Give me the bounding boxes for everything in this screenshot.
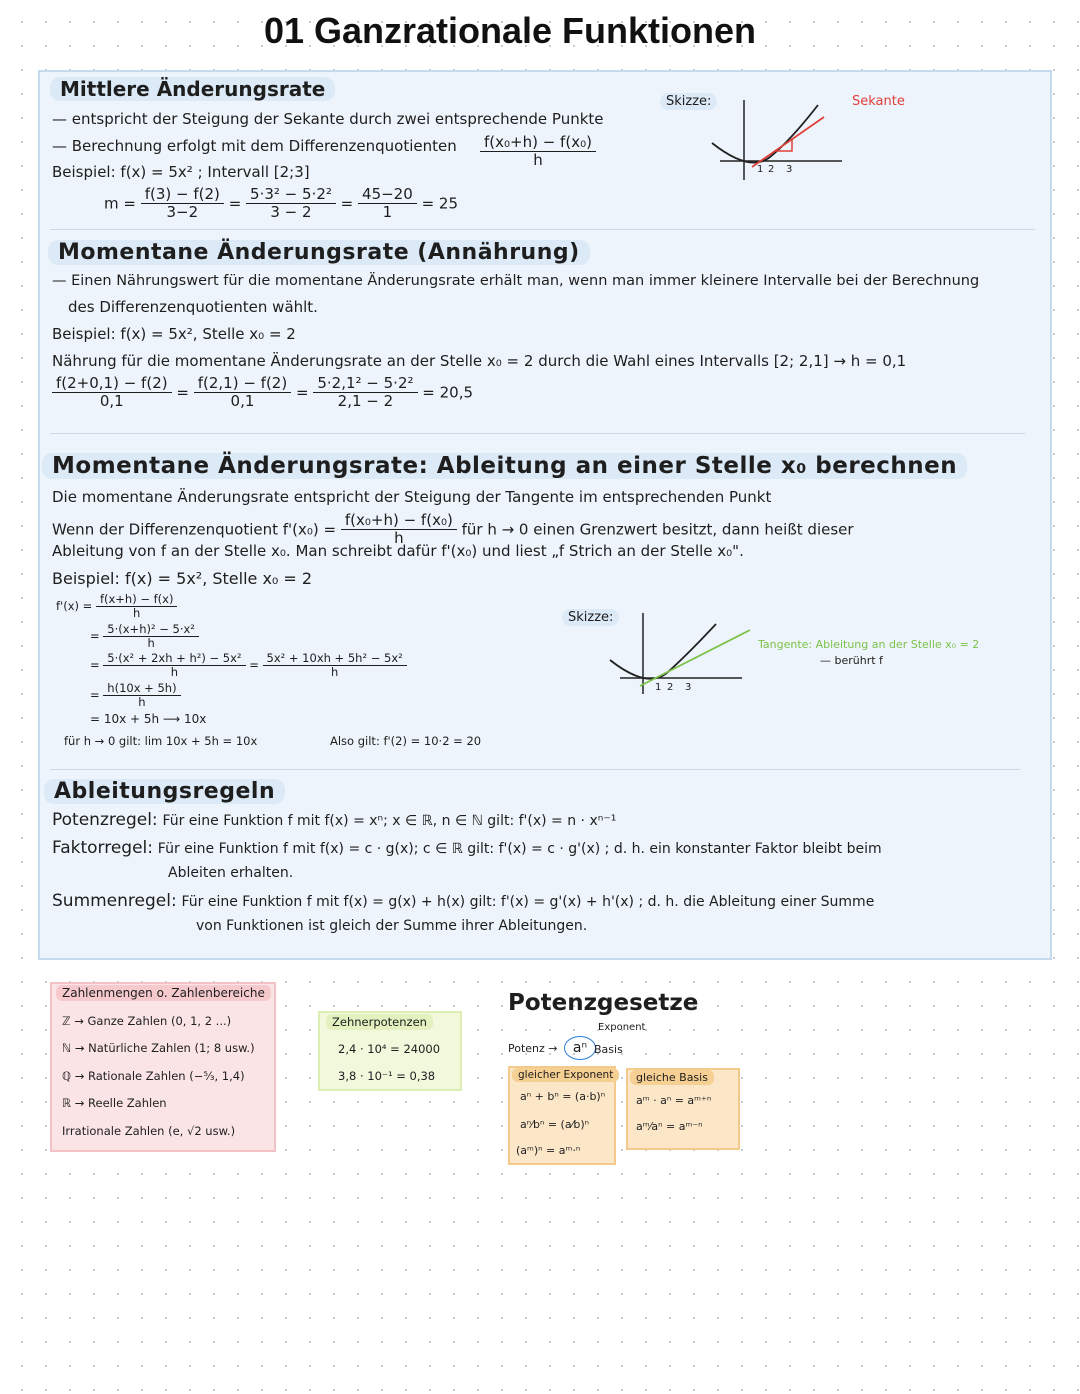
potenzgesetz-item: aⁿ + bⁿ = (a·b)ⁿ — [520, 1090, 606, 1103]
potenzregel-text: Für eine Funktion f mit f(x) = xⁿ; x ∈ ℝ, n ∈ ℕ gilt: f'(x) = n · xⁿ⁻¹ — [162, 813, 617, 829]
potenzgesetze-title: Potenzgesetze — [508, 990, 699, 1016]
heading-momentane-aenderungsrate-annaeherung: Momentane Änderungsrate (Annährung) — [48, 240, 590, 265]
zahlenmengen-title: Zahlenmengen o. Zahlenbereiche — [56, 985, 271, 1001]
power-notation: aⁿ — [564, 1036, 596, 1060]
s3-tick-3: 3 — [685, 682, 692, 693]
tangent-label: Tangente: Ableitung an der Stelle x₀ = 2 — [758, 638, 980, 651]
exponent-label: Exponent — [598, 1022, 646, 1033]
summenregel — [52, 891, 874, 911]
divider — [50, 229, 1035, 230]
potenzregel-label: Potenzregel: — [52, 810, 158, 830]
s2-calculation: $\frac{f(2+0,1) - f(2)}{0,1}$ = $\frac{f(2,1) - f(2)}{0,1}$ = $\frac{\text{5·2,1² − 5·2²}}{2,1 - 2}$ = 20,5 — [52, 375, 473, 411]
page-title: 01 Ganzrationale Funktionen — [263, 10, 757, 51]
s3-line-2: Wenn der Differenzenquotient f'(x₀) = $\frac{\text{f(x₀+h) − f(x₀)}}{h}$ für h → 0 einen Grenzwert besitzt, dann heißt dieser — [52, 511, 854, 548]
derivation-step-3: = $\frac{\text{5·(x² + 2xh + h²) − 5x²}}{h}$ = $\frac{\text{5x² + 10xh + 5h² − 5x²}}{h}$ — [90, 652, 407, 679]
heading-ableitungsregeln: Ableitungsregeln — [44, 779, 285, 804]
potenz-word: Potenz → — [508, 1042, 558, 1055]
faktorregel-text: Für eine Funktion f mit f(x) = c · g(x); c ∈ ℝ gilt: f'(x) = c · g'(x) ; d. h. ein konstanter Faktor bleibt beim — [157, 841, 882, 857]
s2-line-2: des Differenzenquotienten wählt. — [68, 298, 318, 316]
faktorregel-label: Faktorregel: — [52, 838, 154, 858]
s1-tick-2: 2 — [768, 164, 775, 175]
secant-sketch — [700, 95, 850, 185]
s2-example: Beispiel: f(x) = 5x², Stelle x₀ = 2 — [52, 325, 296, 343]
zahlenmenge-item: ℕ → Natürliche Zahlen (1; 8 usw.) — [62, 1041, 255, 1055]
basis-label: Basis — [594, 1043, 623, 1056]
faktorregel-text-2: Ableiten erhalten. — [168, 865, 294, 881]
derivation-step-5: = 10x + 5h ⟶ 10x — [90, 712, 207, 726]
s2-line-1: — Einen Nährungswert für die momentane Änderungsrate erhält man, wenn man immer kleinere Intervalle bei der Berechnung — [52, 273, 980, 289]
zahlenmenge-item: ℚ → Rationale Zahlen (−⁵⁄₃, 1,4) — [62, 1069, 245, 1083]
heading-mittlere-aenderungsrate: Mittlere Änderungsrate — [50, 77, 335, 101]
s3-sketch-label: Skizze: — [562, 610, 619, 625]
gleicher-exponent-title: gleicher Exponent — [512, 1068, 619, 1082]
s3-example: Beispiel: f(x) = 5x², Stelle x₀ = 2 — [52, 569, 313, 588]
secant-line — [752, 117, 824, 167]
function-curve — [610, 624, 716, 679]
s1-tick-3: 3 — [786, 164, 793, 175]
s1-sketch-label: Skizze: — [660, 94, 717, 109]
heading-ableitung-an-einer-stelle: Momentane Änderungsrate: Ableitung an einer Stelle x₀ berechnen — [42, 453, 967, 479]
zehnerpotenz-item: 2,4 · 10⁴ = 24000 — [338, 1042, 441, 1056]
tangent-sublabel: — berührt f — [820, 654, 883, 667]
zahlenmenge-item: Irrationale Zahlen (e, √2 usw.) — [62, 1124, 236, 1138]
faktorregel — [52, 838, 882, 858]
potenzgesetz-item: aᵐ⁄aⁿ = aᵐ⁻ⁿ — [636, 1120, 703, 1133]
s3-tick-1: 1 — [655, 682, 662, 693]
s3-tick-2: 2 — [667, 682, 674, 693]
s1-tick-1: 1 — [757, 164, 764, 175]
s3-line-3: Ableitung von f an der Stelle x₀. Man schreibt dafür f'(x₀) und liest „f Strich an der Stelle x₀". — [52, 542, 744, 560]
s1-calculation: m = $\frac{f(3) - f(2)}{3-2}$ = $\frac{\text{5·3² − 5·2²}}{3 - 2}$ = $\frac{45-20}{1}$ = 25 — [104, 185, 458, 222]
s2-approximation: Nährung für die momentane Änderungsrate an der Stelle x₀ = 2 durch die Wahl eines Intervalls [2; 2,1] → h = 0,1 — [52, 352, 907, 370]
zahlenmenge-item: ℤ → Ganze Zahlen (0, 1, 2 ...) — [62, 1014, 232, 1028]
zehnerpotenz-item: 3,8 · 10⁻¹ = 0,38 — [338, 1069, 436, 1083]
derivation-step-2: = $\frac{\text{5·(x+h)² − 5·x²}}{h}$ — [90, 623, 199, 650]
potenzgesetz-item: aᵐ · aⁿ = aᵐ⁺ⁿ — [636, 1094, 712, 1107]
divider — [50, 769, 1020, 770]
s3-line-1: Die momentane Änderungsrate entspricht der Steigung der Tangente im entsprechenden Punkt — [52, 488, 772, 506]
derivative-result: Also gilt: f'(2) = 10·2 = 20 — [330, 734, 482, 748]
s1-difference-quotient: $\frac{\text{f(x₀+h) − f(x₀)}}{h}$ — [480, 134, 596, 170]
s1-bullet-1: — entspricht der Steigung der Sekante durch zwei entsprechende Punkte — [52, 110, 604, 128]
derivation-step-4: = $\frac{h(10x + 5h)}{h}$ — [90, 682, 181, 709]
summenregel-label: Summenregel: — [52, 891, 177, 911]
potenzgesetz-item: aⁿ⁄bⁿ = (a⁄b)ⁿ — [520, 1118, 590, 1131]
potenzregel — [52, 810, 616, 830]
divider — [50, 433, 1025, 434]
summenregel-text-2: von Funktionen ist gleich der Summe ihrer Ableitungen. — [196, 918, 588, 934]
zahlenmenge-item: ℝ → Reelle Zahlen — [62, 1096, 167, 1110]
s1-example: Beispiel: f(x) = 5x² ; Intervall [2;3] — [52, 163, 310, 181]
function-curve — [712, 105, 818, 163]
secant-label: Sekante — [852, 94, 905, 109]
summenregel-text: Für eine Funktion f mit f(x) = g(x) + h(x) gilt: f'(x) = g'(x) + h'(x) ; d. h. die Ableitung einer Summe — [181, 894, 875, 910]
derivation-step-1: f'(x) = $\frac{f(x+h) - f(x)}{h}$ — [56, 593, 177, 620]
limit-statement: für h → 0 gilt: lim 10x + 5h = 10x — [64, 734, 258, 748]
zehnerpotenzen-title: Zehnerpotenzen — [326, 1014, 433, 1030]
potenzgesetz-item: (aᵐ)ⁿ = aᵐ·ⁿ — [516, 1144, 581, 1157]
gleiche-basis-title: gleiche Basis — [630, 1070, 714, 1085]
tangent-sketch — [600, 608, 760, 698]
s1-bullet-2: — Berechnung erfolgt mit dem Differenzenquotienten — [52, 137, 457, 155]
